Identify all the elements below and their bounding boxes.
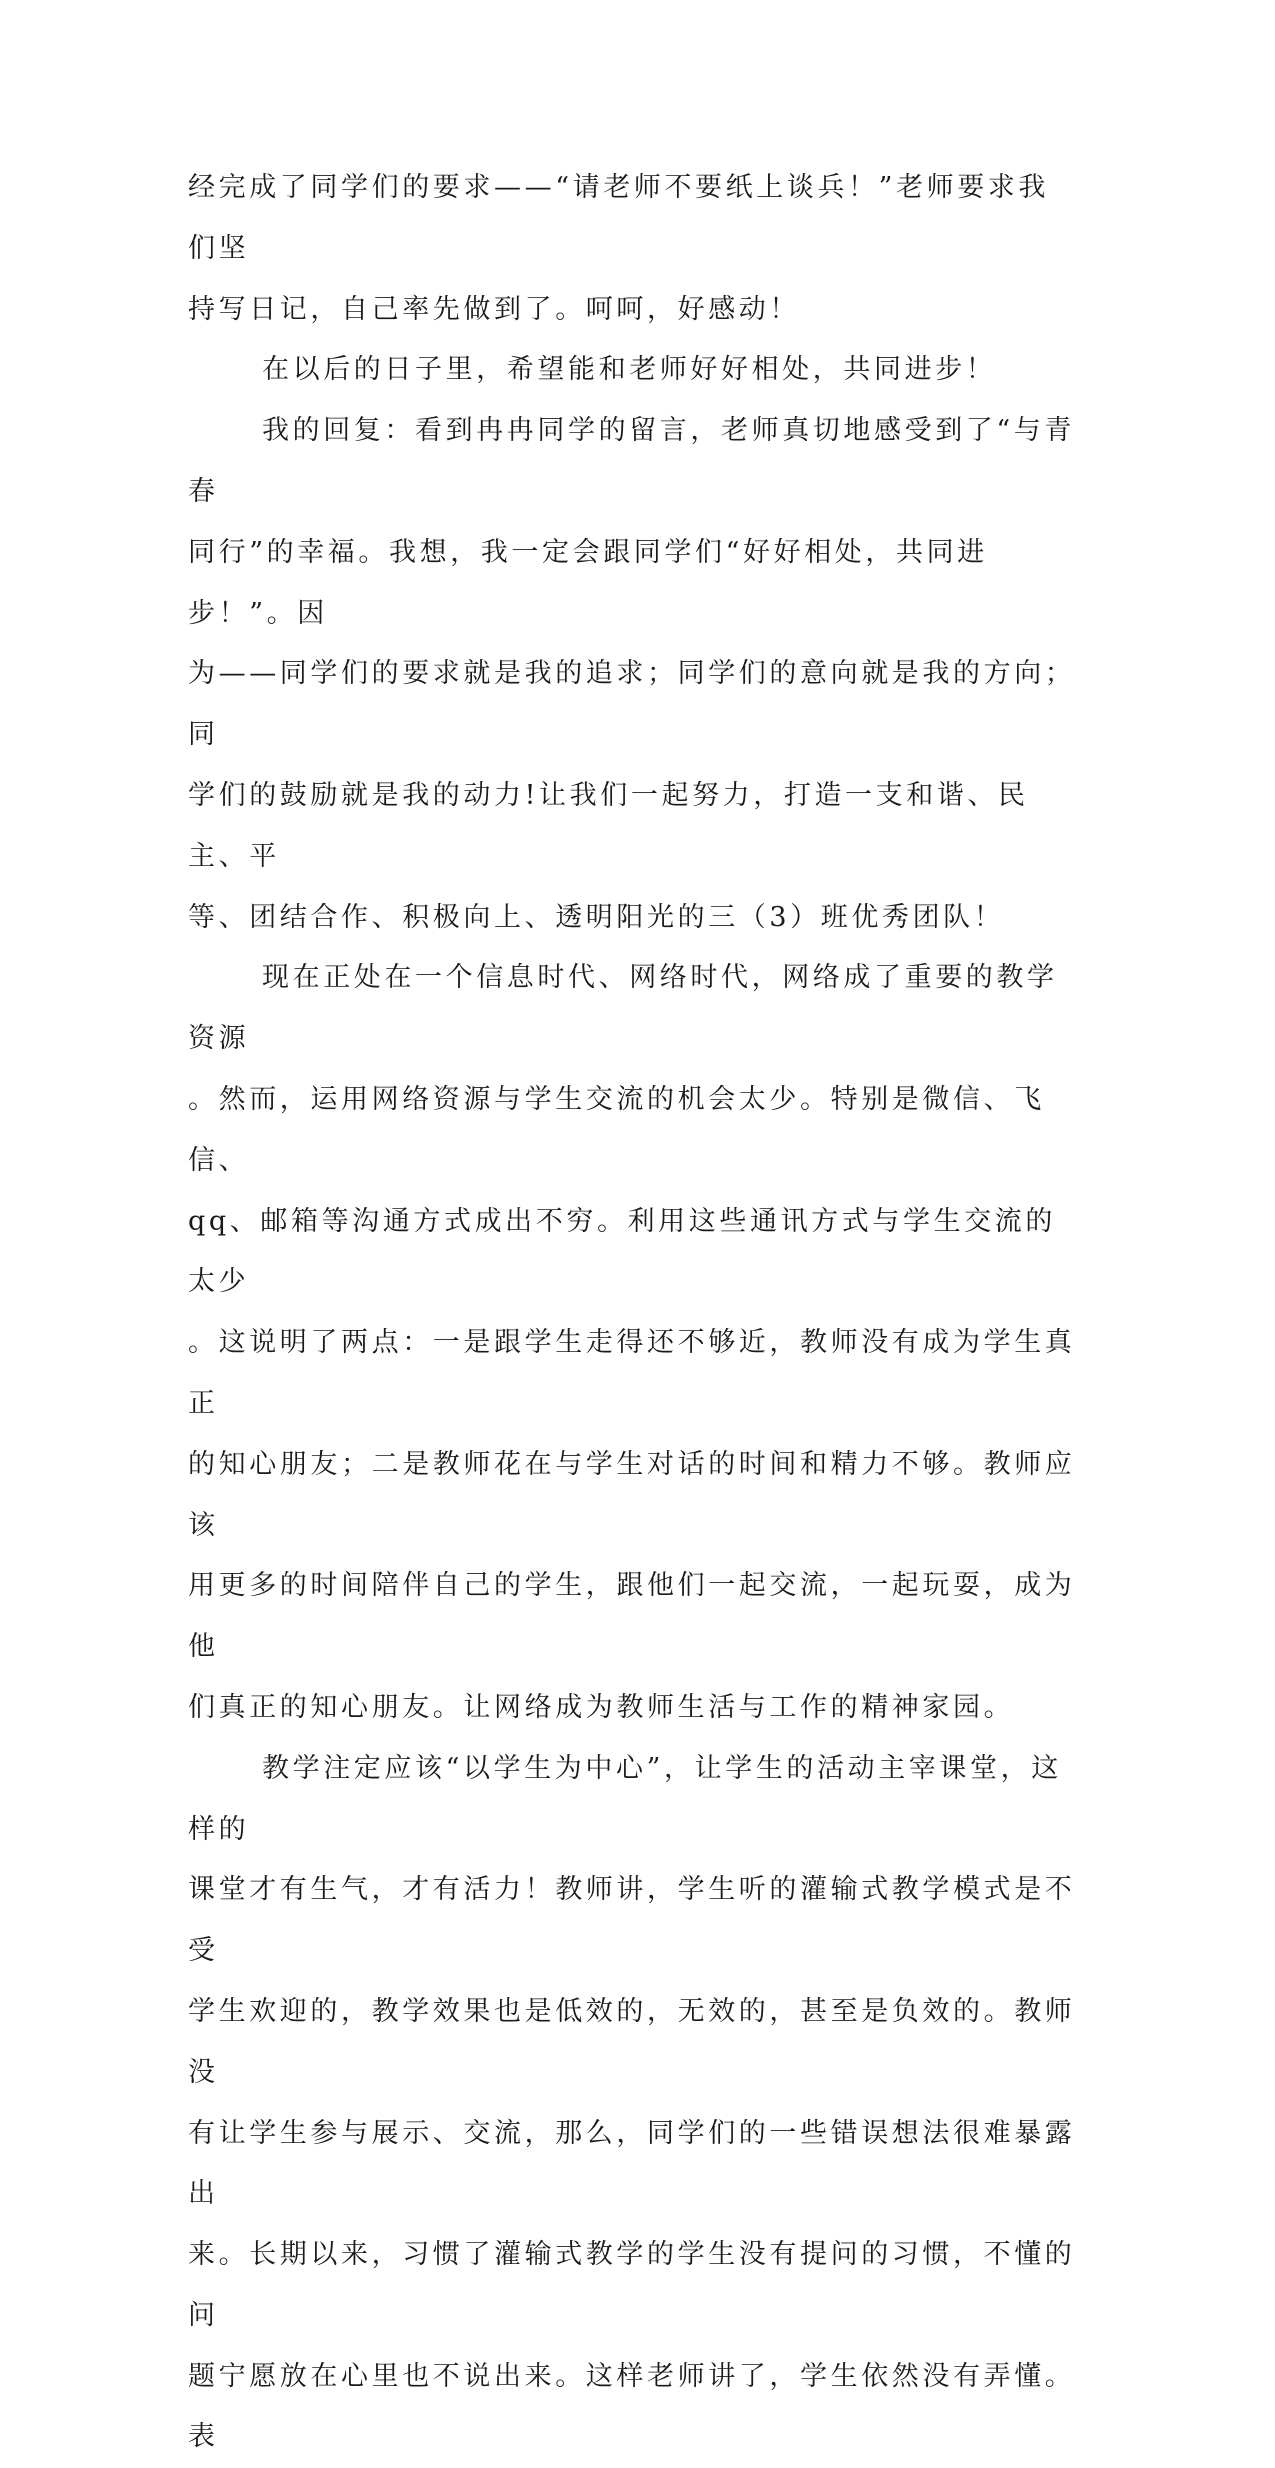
paragraph-2	[188, 340, 1078, 401]
text-line: 学生欢迎的，教学效果也是低效的，无效的，甚至是负效的。教师没	[188, 1995, 1076, 2088]
text-line: 等、团结合作、积极向上、透明阳光的三（3）班优秀团队！	[188, 901, 1005, 933]
text-line: 用更多的时间陪伴自己的学生，跟他们一起交流，一起玩耍，成为他	[188, 1570, 1076, 1663]
text-line: 现在正处在一个信息时代、网络时代，网络成了重要的教学资源	[188, 962, 1058, 1055]
text-line: 同行”的幸福。我想，我一定会跟同学们“好好相处，共同进步！”。因	[188, 536, 988, 629]
text-line: 持写日记，自己率先做到了。呵呵，好感动！	[188, 293, 800, 325]
paragraph-1	[188, 158, 1078, 340]
text-line: 我的回复：看到冉冉同学的留言，老师真切地感受到了“与青春	[188, 415, 1076, 507]
text-line: 经完成了同学们的要求——“请老师不要纸上谈兵！”老师要求我们坚	[188, 172, 1050, 264]
paragraph-4	[188, 948, 1078, 1738]
text-line: 学们的鼓励就是我的动力!让我们一起努力，打造一支和谐、民主、平	[188, 779, 1029, 872]
document-body	[188, 158, 1078, 2468]
text-line: qq、邮箱等沟通方式成出不穷。利用这些通讯方式与学生交流的太少	[188, 1205, 1056, 1298]
text-line: 有让学生参与展示、交流，那么，同学们的一些错误想法很难暴露出	[188, 2117, 1076, 2210]
text-line: 的知心朋友；二是教师花在与学生对话的时间和精力不够。教师应该	[188, 1448, 1076, 1541]
paragraph-3	[188, 401, 1078, 948]
paragraph-5	[188, 1739, 1078, 2468]
text-line: 题宁愿放在心里也不说出来。这样老师讲了，学生依然没有弄懂。表	[188, 2360, 1076, 2453]
text-line: 们真正的知心朋友。让网络成为教师生活与工作的精神家园。	[188, 1691, 1015, 1723]
text-line: 教学注定应该“以学生为中心”，让学生的活动主宰课堂，这样的	[188, 1752, 1062, 1845]
text-line: 来。长期以来，习惯了灌输式教学的学生没有提问的习惯，不懂的问	[188, 2239, 1076, 2331]
text-line: 在以后的日子里，希望能和老师好好相处，共同进步！	[262, 354, 997, 386]
text-line: 课堂才有生气，才有活力！教师讲，学生听的灌输式教学模式是不受	[188, 1874, 1076, 1967]
text-line: 。然而，运用网络资源与学生交流的机会太少。特别是微信、飞信、	[188, 1083, 1045, 1176]
text-line: 为——同学们的要求就是我的追求；同学们的意向就是我的方向；同	[188, 658, 1076, 751]
text-line: 。这说明了两点：一是跟学生走得还不够近，教师没有成为学生真正	[188, 1327, 1076, 1419]
